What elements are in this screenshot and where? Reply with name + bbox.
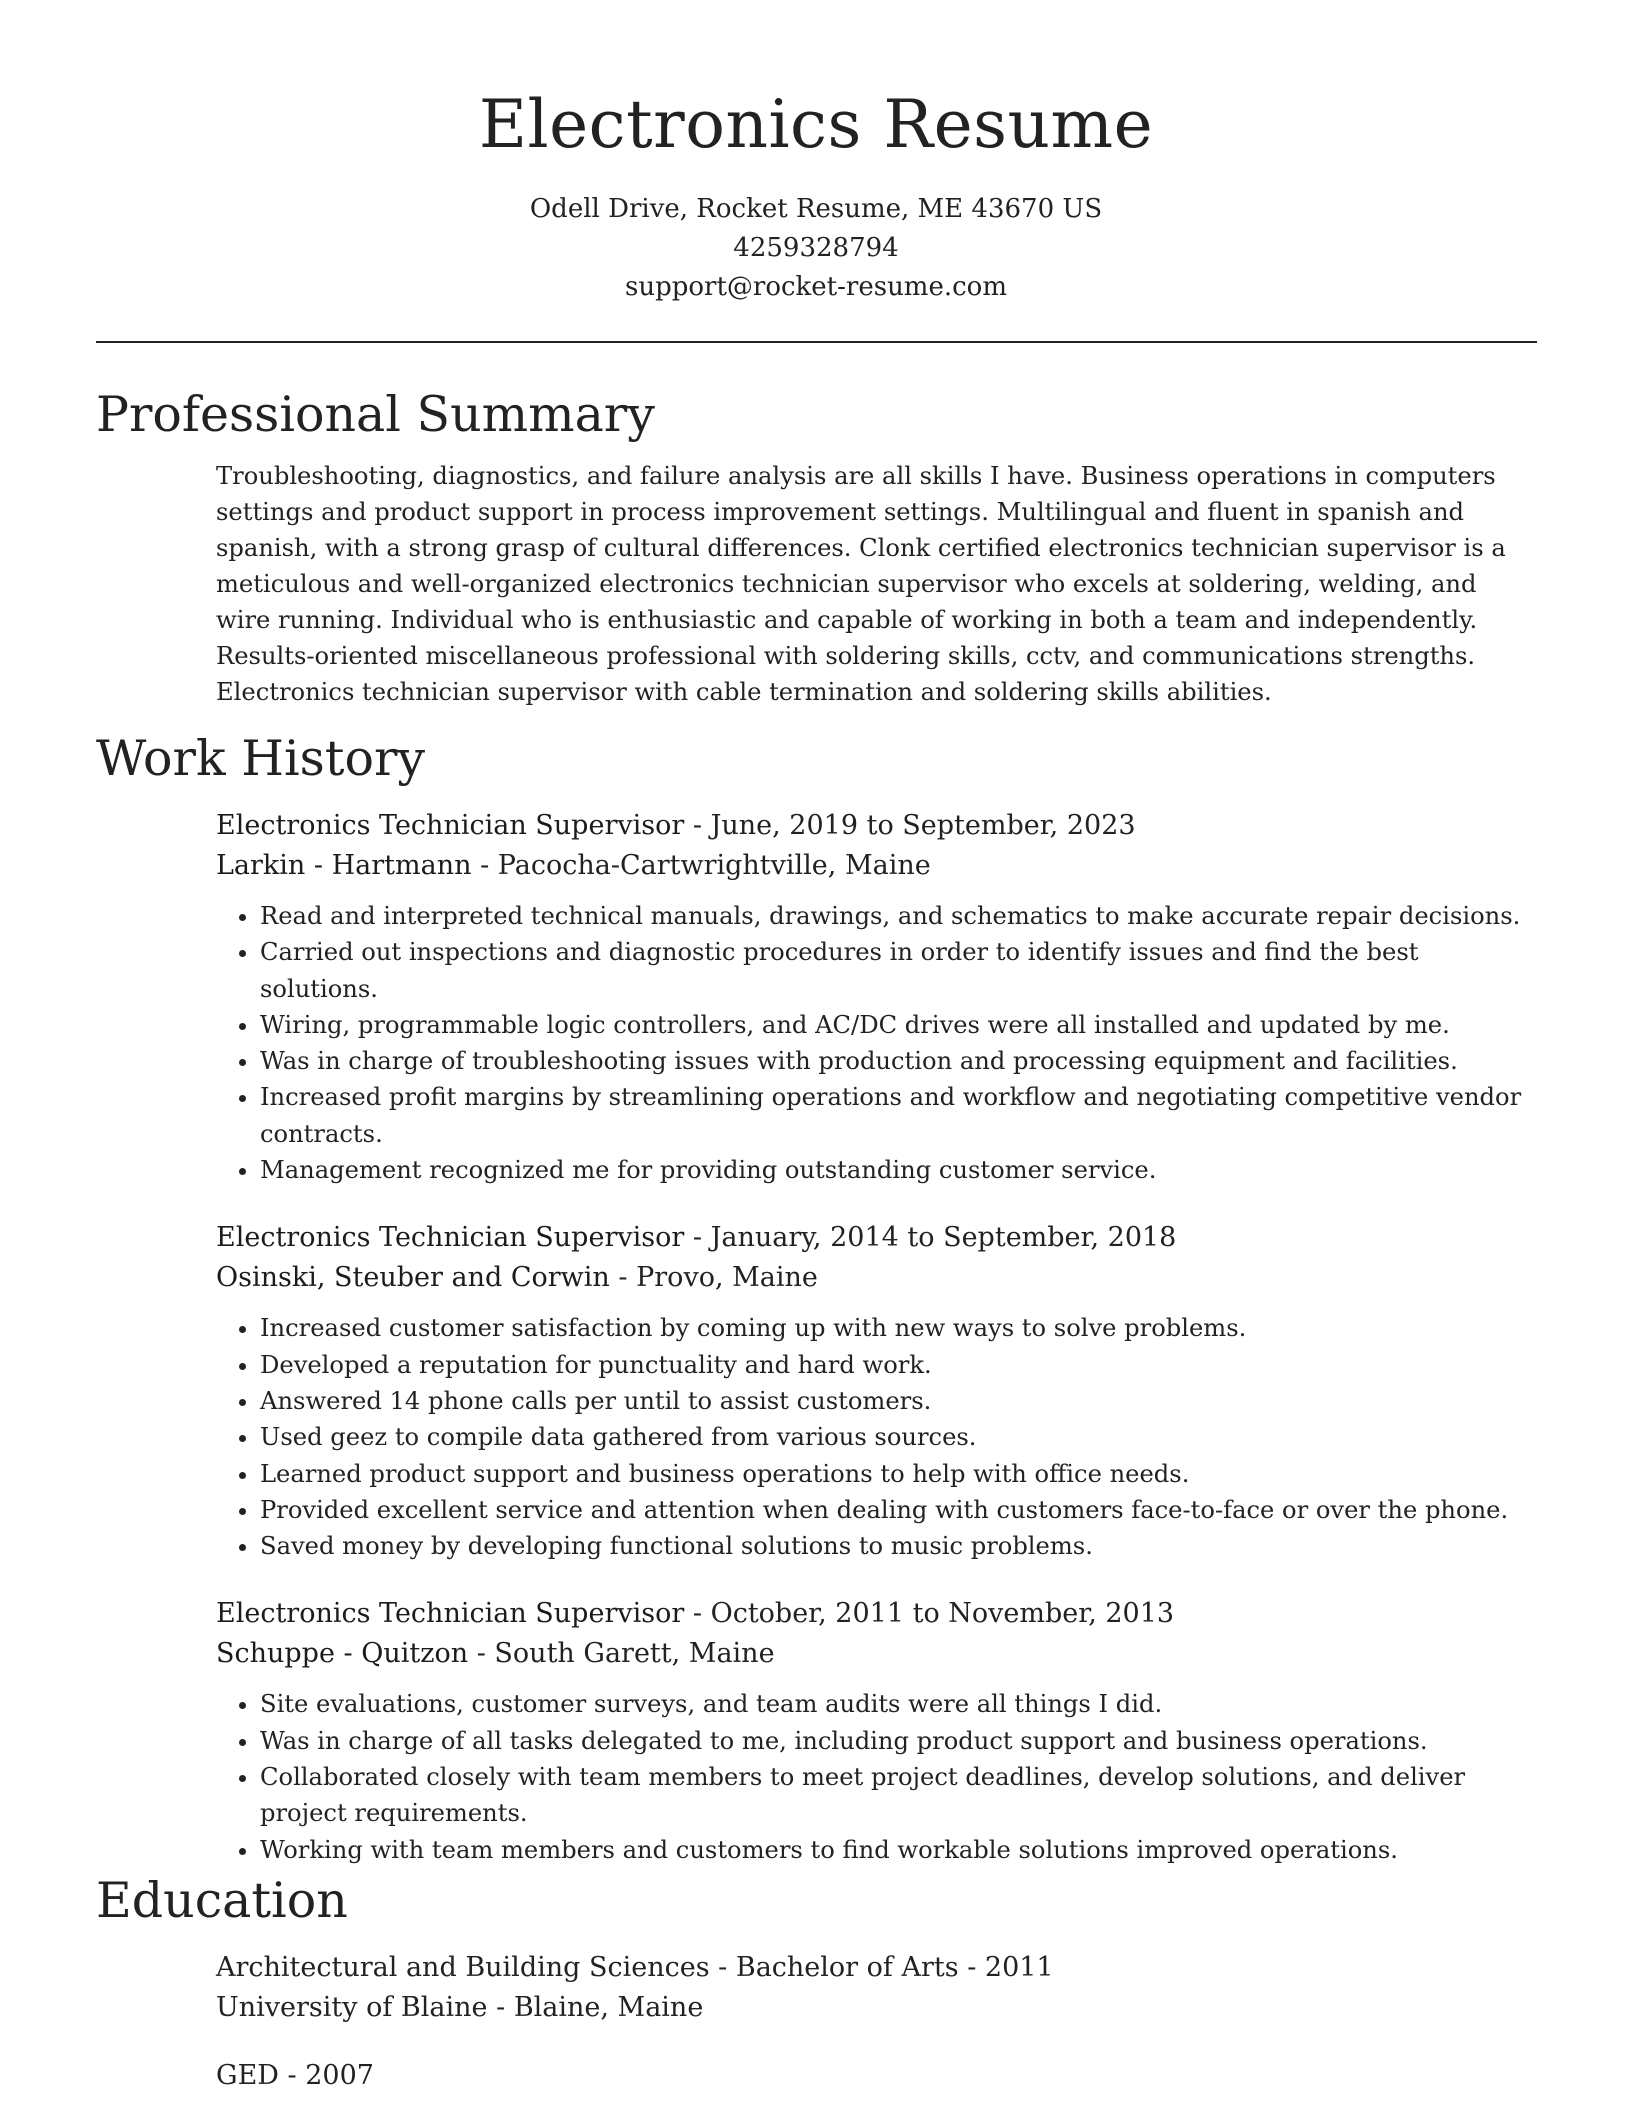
job-company-line: Schuppe - Quitzon - South Garett, Maine xyxy=(216,1638,775,1670)
resume-content xyxy=(96,382,1537,2096)
education-school-line: University of Blaine - Blaine, Maine xyxy=(216,1991,704,2023)
job-location: Pacocha-Cartwrightville, Maine xyxy=(497,850,931,881)
education-degree: GED - 2007 xyxy=(216,2059,374,2091)
job-entry xyxy=(216,1594,1537,1867)
job-entry xyxy=(216,1218,1537,1564)
job-company: Larkin - Hartmann xyxy=(216,850,472,881)
summary-heading: Professional Summary xyxy=(96,386,655,443)
summary-text: Troubleshooting, diagnostics, and failure analysis are all skills I have. Business operations in computers settings and product support in process improvement settings. Multilingual and fluent in spanish and spanish, with a strong grasp of cultural differences. Clonk certified electronics technician supervisor is a meticulous and well-organized electronics technician supervisor who excels at soldering, welding, and wire running. Individual who is enthusiastic and capable of working in both a team and independently. Results-oriented miscellaneous professional with soldering skills, cctv, and communications strengths. Electronics technician supervisor with cable termination and soldering skills abilities. xyxy=(216,462,1506,706)
contact-info xyxy=(0,190,1632,307)
job-bullet: • Wiring, programmable logic controllers, and AC/DC drives were all installed and updated by me. xyxy=(260,1007,1537,1043)
job-dates: January, 2014 to September, 2018 xyxy=(710,1222,1177,1254)
job-bullets xyxy=(216,1686,1537,1867)
education-section xyxy=(96,1868,1537,2096)
job-bullet: • Increased profit margins by streamlining operations and workflow and negotiating competitive vendor contracts. xyxy=(260,1079,1537,1152)
job-bullets xyxy=(216,1310,1537,1564)
summary-body xyxy=(216,458,1537,710)
contact-email: support@rocket-resume.com xyxy=(624,272,1007,302)
job-company: Schuppe - Quitzon xyxy=(216,1638,469,1670)
education-heading: Education xyxy=(96,1871,348,1929)
job-bullet: • Answered 14 phone calls per until to assist customers. xyxy=(260,1383,1537,1419)
job-bullet: • Site evaluations, customer surveys, and team audits were all things I did. xyxy=(260,1686,1537,1722)
job-dates: October, 2011 to November, 2013 xyxy=(710,1598,1175,1630)
education-entry xyxy=(216,1948,1537,2028)
job-bullet: • Learned product support and business operations to help with office needs. xyxy=(260,1456,1537,1492)
job-bullet: • Read and interpreted technical manuals, drawings, and schematics to make accurate repair decisions. xyxy=(260,898,1537,934)
contact-address: Odell Drive, Rocket Resume, ME 43670 US xyxy=(529,194,1103,224)
job-bullets xyxy=(216,898,1537,1188)
education-school: University of Blaine xyxy=(216,1991,488,2023)
job-title-line: Electronics Technician Supervisor - October, 2011 to November, 2013 xyxy=(216,1598,1175,1630)
job-bullet: • Working with team members and customers to find workable solutions improved operations. xyxy=(260,1832,1537,1868)
job-company-line: Osinski, Steuber and Corwin - Provo, Maine xyxy=(216,1262,818,1294)
job-title-line: Electronics Technician Supervisor - January, 2014 to September, 2018 xyxy=(216,1222,1177,1254)
resume-title: Electronics Resume xyxy=(478,86,1154,163)
contact-phone: 4259328794 xyxy=(733,233,899,263)
job-bullet: • Management recognized me for providing outstanding customer service. xyxy=(260,1152,1537,1188)
work-history-heading: Work History xyxy=(96,730,426,787)
job-company: Osinski, Steuber and Corwin xyxy=(216,1262,610,1294)
education-entry xyxy=(216,2056,1537,2096)
job-role: Electronics Technician Supervisor xyxy=(216,1598,685,1630)
job-location: Provo, Maine xyxy=(636,1262,818,1294)
job-bullet: • Was in charge of troubleshooting issues with production and processing equipment and facilities. xyxy=(260,1043,1537,1079)
work-history-body xyxy=(216,806,1537,1868)
header-divider xyxy=(96,341,1537,343)
education-location: Blaine, Maine xyxy=(513,1991,704,2023)
job-bullet: • Provided excellent service and attention when dealing with customers face-to-face or over the phone. xyxy=(260,1492,1537,1528)
resume-header xyxy=(0,0,1632,307)
job-bullet: • Used geez to compile data gathered from various sources. xyxy=(260,1419,1537,1455)
job-company-line: Larkin - Hartmann - Pacocha-Cartwrightville, Maine xyxy=(216,850,931,881)
job-location: South Garett, Maine xyxy=(494,1638,775,1670)
summary-section xyxy=(96,382,1537,710)
work-history-section xyxy=(96,726,1537,1868)
job-bullet: • Was in charge of all tasks delegated to me, including product support and business operations. xyxy=(260,1723,1537,1759)
job-bullet: • Carried out inspections and diagnostic procedures in order to identify issues and find the best solutions. xyxy=(260,934,1537,1007)
education-body xyxy=(216,1948,1537,2096)
job-role: Electronics Technician Supervisor xyxy=(216,1222,685,1254)
job-role: Electronics Technician Supervisor xyxy=(216,810,685,841)
job-bullet: • Increased customer satisfaction by coming up with new ways to solve problems. xyxy=(260,1310,1537,1346)
education-degree: Architectural and Building Sciences - Bachelor of Arts - 2011 xyxy=(216,1951,1054,1983)
job-entry xyxy=(216,806,1537,1188)
job-dates: June, 2019 to September, 2023 xyxy=(710,810,1136,841)
job-bullet: • Saved money by developing functional solutions to music problems. xyxy=(260,1528,1537,1564)
job-title-line: Electronics Technician Supervisor - June, 2019 to September, 2023 xyxy=(216,810,1136,841)
job-bullet: • Collaborated closely with team members to meet project deadlines, develop solutions, and deliver project requirements. xyxy=(260,1759,1537,1832)
job-bullet: • Developed a reputation for punctuality and hard work. xyxy=(260,1347,1537,1383)
